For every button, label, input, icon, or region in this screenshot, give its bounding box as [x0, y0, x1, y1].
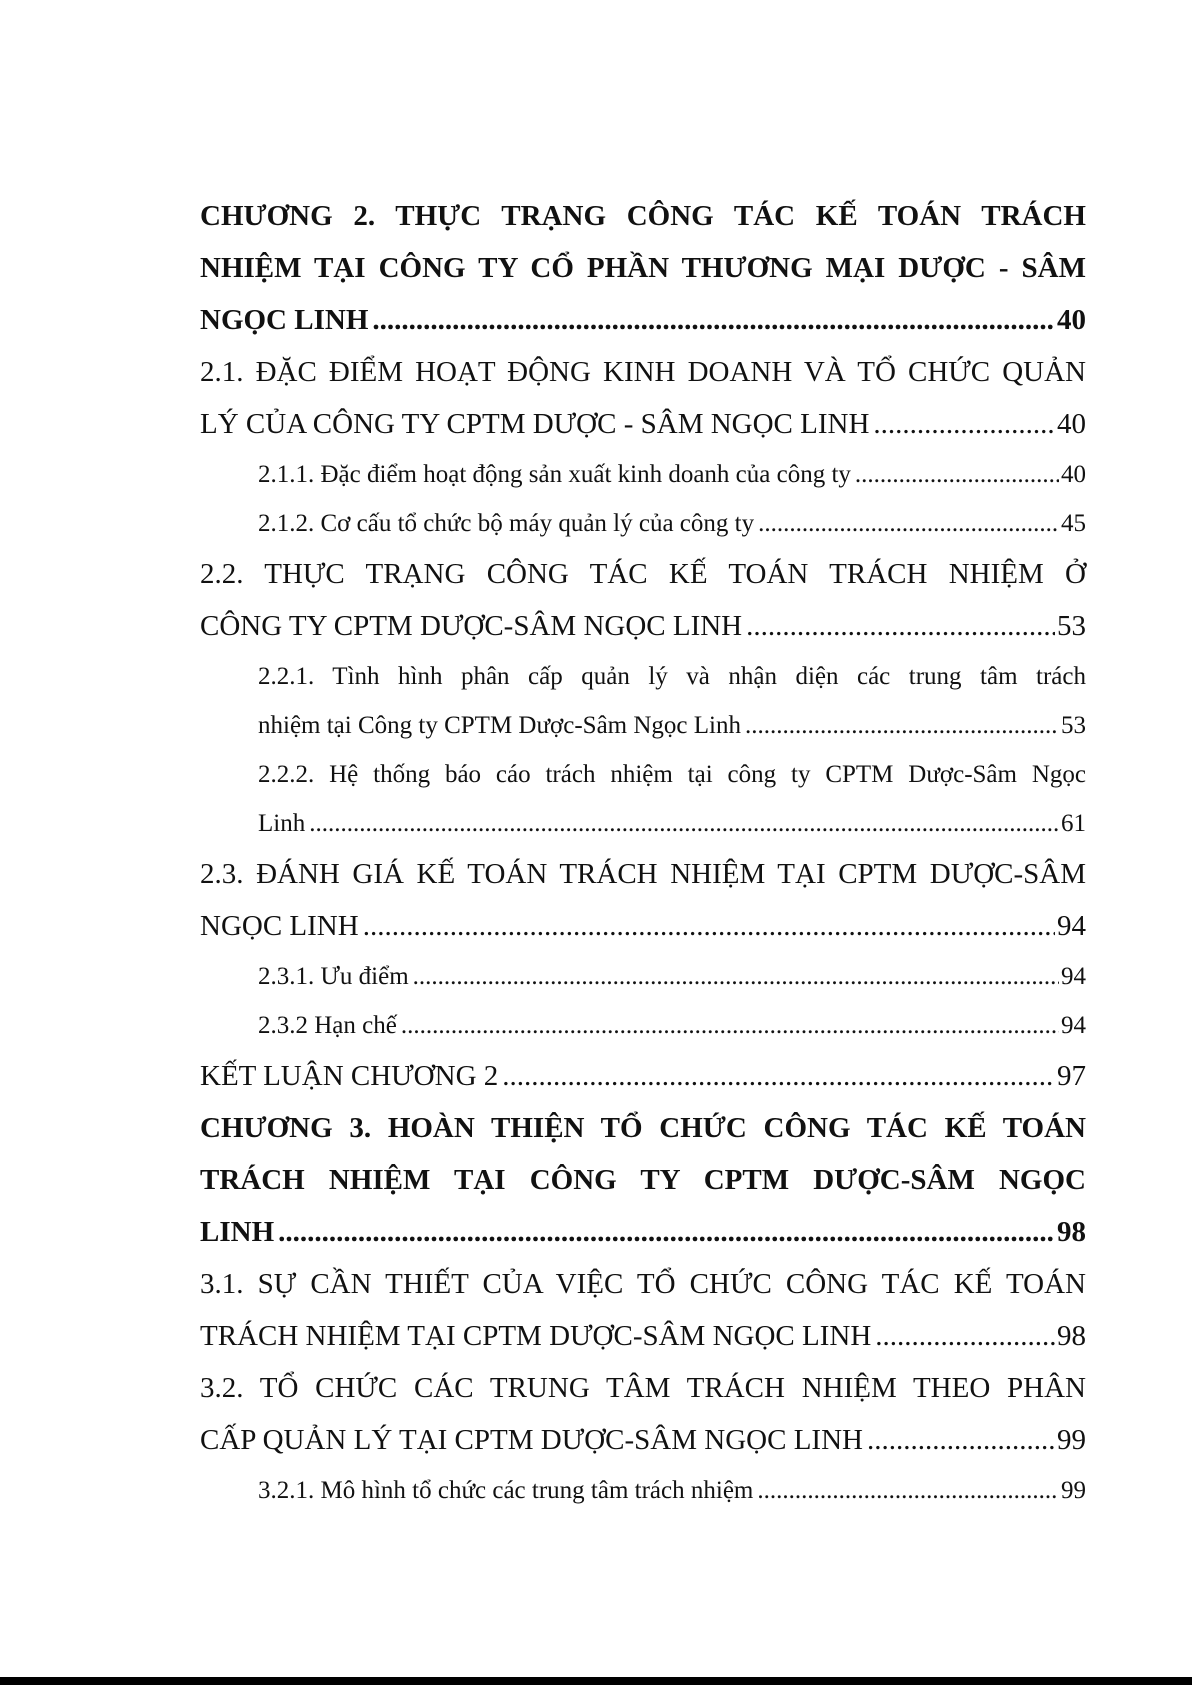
toc-page-number: 53	[1061, 712, 1086, 739]
dot-leader	[875, 1310, 1055, 1362]
dot-leader	[401, 1001, 1059, 1050]
toc-entry-final-line	[200, 1310, 1086, 1362]
toc-entry-line: 3.2. TỔ CHỨC CÁC TRUNG TÂM TRÁCH NHIỆM THEO PHÂN	[200, 1372, 1086, 1404]
toc-page-number: 98	[1057, 1320, 1086, 1352]
dot-leader	[867, 1414, 1055, 1466]
toc-page-number: 99	[1061, 1477, 1086, 1504]
toc-entry-final-line	[200, 1414, 1086, 1466]
toc-entry-title: Linh	[258, 810, 306, 837]
toc-entry-level-1[interactable]	[200, 190, 1086, 346]
dot-leader	[372, 294, 1055, 346]
toc-entry-final-line	[200, 294, 1086, 346]
toc-entry-title: 2.3.2 Hạn chế	[258, 1012, 397, 1039]
toc-entry-title: CÔNG TY CPTM DƯỢC-SÂM NGỌC LINH	[200, 610, 743, 642]
toc-entry-title: 2.3.1. Ưu điểm	[258, 963, 409, 990]
toc-entry-title: KẾT LUẬN CHƯƠNG 2	[200, 1060, 499, 1092]
toc-entry-final-line	[200, 900, 1086, 952]
toc-entry-level-2[interactable]	[200, 548, 1086, 652]
dot-leader	[873, 398, 1055, 450]
toc-entry-level-3[interactable]	[200, 1466, 1086, 1515]
toc-entry-title: LÝ CỦA CÔNG TY CPTM DƯỢC - SÂM NGỌC LINH	[200, 408, 870, 440]
toc-entry-final-line	[258, 799, 1086, 848]
toc-page-number: 53	[1057, 610, 1086, 642]
dot-leader	[757, 1466, 1059, 1515]
toc-entry-level-2[interactable]	[200, 1362, 1086, 1466]
dot-leader	[502, 1050, 1055, 1102]
toc-entry-level-3[interactable]	[200, 750, 1086, 848]
toc-entry-final-line	[258, 952, 1086, 1001]
dot-leader	[855, 450, 1059, 499]
toc-entry-final-line	[200, 1206, 1086, 1258]
toc-entry-title: 2.1.2. Cơ cấu tổ chức bộ máy quản lý của công ty	[258, 510, 755, 537]
toc-entry-line: 2.2. THỰC TRẠNG CÔNG TÁC KẾ TOÁN TRÁCH NHIỆM Ở	[200, 558, 1086, 590]
toc-entry-level-2[interactable]	[200, 848, 1086, 952]
toc-page-number: 40	[1057, 304, 1086, 336]
toc-page-number: 61	[1061, 810, 1086, 837]
toc-entry-level-3[interactable]	[200, 952, 1086, 1001]
dot-leader	[413, 952, 1059, 1001]
toc-entry-level-3[interactable]	[200, 1001, 1086, 1050]
dot-leader	[758, 499, 1059, 548]
toc-entry-final-line	[258, 499, 1086, 548]
dot-leader	[278, 1206, 1055, 1258]
toc-page-number: 99	[1057, 1424, 1086, 1456]
table-of-contents	[200, 190, 1086, 1515]
toc-page-number: 94	[1057, 910, 1086, 942]
toc-entry-level-3[interactable]	[200, 652, 1086, 750]
toc-entry-line: CHƯƠNG 3. HOÀN THIỆN TỔ CHỨC CÔNG TÁC KẾ TOÁN	[200, 1112, 1086, 1144]
toc-entry-final-line	[258, 450, 1086, 499]
toc-entry-title: CẤP QUẢN LÝ TẠI CPTM DƯỢC-SÂM NGỌC LINH	[200, 1424, 863, 1456]
dot-leader	[363, 900, 1055, 952]
toc-page-number: 94	[1061, 1012, 1086, 1039]
dot-leader	[745, 701, 1059, 750]
toc-entry-final-line	[258, 1466, 1086, 1515]
toc-entry-final-line	[258, 701, 1086, 750]
toc-entry-final-line	[200, 1050, 1086, 1102]
toc-entry-level-2[interactable]	[200, 1050, 1086, 1102]
toc-entry-title: NGỌC LINH	[200, 304, 369, 336]
toc-entry-title: NGỌC LINH	[200, 910, 359, 942]
page-bottom-border	[0, 1677, 1192, 1685]
toc-entry-line: 2.3. ĐÁNH GIÁ KẾ TOÁN TRÁCH NHIỆM TẠI CPTM DƯỢC-SÂM	[200, 858, 1086, 890]
toc-page-number: 98	[1057, 1216, 1086, 1248]
toc-entry-line: TRÁCH NHIỆM TẠI CÔNG TY CPTM DƯỢC-SÂM NGỌC	[200, 1164, 1086, 1196]
toc-entry-level-3[interactable]	[200, 450, 1086, 499]
toc-entry-title: TRÁCH NHIỆM TẠI CPTM DƯỢC-SÂM NGỌC LINH	[200, 1320, 872, 1352]
toc-entry-title: nhiệm tại Công ty CPTM Dược-Sâm Ngọc Linh	[258, 712, 741, 739]
toc-entry-title: 3.2.1. Mô hình tổ chức các trung tâm trách nhiệm	[258, 1477, 754, 1504]
toc-entry-line: CHƯƠNG 2. THỰC TRẠNG CÔNG TÁC KẾ TOÁN TRÁCH	[200, 200, 1086, 232]
toc-page-number: 40	[1057, 408, 1086, 440]
dot-leader	[746, 600, 1055, 652]
dot-leader	[309, 799, 1059, 848]
toc-entry-level-2[interactable]	[200, 1258, 1086, 1362]
toc-page-number: 94	[1061, 963, 1086, 990]
toc-entry-title: 2.1.1. Đặc điểm hoạt động sản xuất kinh doanh của công ty	[258, 461, 851, 488]
toc-entry-line: 2.1. ĐẶC ĐIỂM HOẠT ĐỘNG KINH DOANH VÀ TỔ CHỨC QUẢN	[200, 356, 1086, 388]
toc-entry-final-line	[200, 600, 1086, 652]
toc-entry-line: 2.2.1. Tình hình phân cấp quản lý và nhận diện các trung tâm trách	[258, 663, 1086, 690]
toc-page-number: 45	[1061, 510, 1086, 537]
toc-entry-line: 2.2.2. Hệ thống báo cáo trách nhiệm tại công ty CPTM Dược-Sâm Ngọc	[258, 761, 1086, 788]
toc-entry-final-line	[200, 398, 1086, 450]
toc-entry-title: LINH	[200, 1216, 275, 1248]
toc-page-number: 40	[1061, 461, 1086, 488]
toc-entry-line: 3.1. SỰ CẦN THIẾT CỦA VIỆC TỔ CHỨC CÔNG TÁC KẾ TOÁN	[200, 1268, 1086, 1300]
toc-entry-final-line	[258, 1001, 1086, 1050]
toc-entry-level-3[interactable]	[200, 499, 1086, 548]
toc-page-number: 97	[1057, 1060, 1086, 1092]
toc-entry-level-2[interactable]	[200, 346, 1086, 450]
toc-entry-line: NHIỆM TẠI CÔNG TY CỔ PHẦN THƯƠNG MẠI DƯỢC - SÂM	[200, 252, 1086, 284]
toc-entry-level-1[interactable]	[200, 1102, 1086, 1258]
